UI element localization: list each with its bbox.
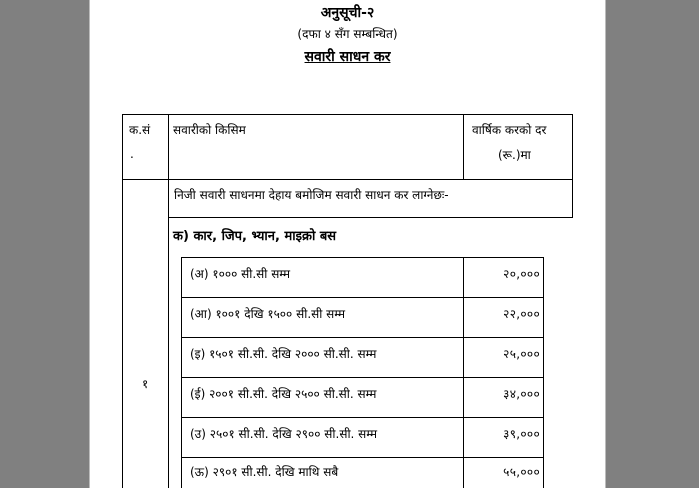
schedule-subtitle: (दफा ४ सँग सम्बन्धित) [297, 27, 398, 41]
category-heading: क) कार, जिप, भ्यान, माइक्रो बस [173, 229, 337, 244]
rate-row-value: ३९,००० [503, 427, 540, 441]
header-serial: क.सं [129, 123, 151, 137]
rate-row-value: २२,००० [503, 307, 540, 321]
rate-row-value: २५,००० [503, 347, 540, 361]
header-vehicle-type: सवारीको किसिम [173, 123, 246, 137]
rate-row-label: (इ) १५०१ सी.सी. देखि २००० सी.सी. सम्म [190, 347, 377, 361]
section-heading: सवारी साधन कर [304, 49, 391, 65]
rate-row-label: (उ) २५०१ सी.सी. देखि २९०० सी.सी. सम्म [190, 427, 378, 441]
rate-row-value: ५५,००० [503, 465, 540, 479]
rate-row-label: (आ) १००१ देखि १५०० सी.सी सम्म [190, 307, 346, 321]
header-rate-unit: (रू.)मा [498, 148, 531, 162]
document-page [89, 0, 606, 488]
schedule-title: अनुसूची-२ [320, 5, 375, 21]
rate-row-value: ३४,००० [503, 387, 540, 401]
rate-row-label: (अ) १००० सी.सी सम्म [190, 267, 291, 281]
header-annual-rate: वार्षिक करको दर [472, 123, 547, 137]
rate-row-label: (ई) २००१ सी.सी. देखि २५०० सी.सी. सम्म [190, 387, 377, 401]
rate-row-label: (ऊ) २९०१ सी.सी. देखि माथि सबै [190, 465, 339, 479]
intro-text: निजी सवारी साधनमा देहाय बमोजिम सवारी साधन कर लाग्नेछः- [174, 188, 449, 202]
header-serial-dot: . [130, 147, 134, 161]
serial-number: १ [142, 377, 149, 391]
rate-row-value: २०,००० [503, 267, 540, 281]
